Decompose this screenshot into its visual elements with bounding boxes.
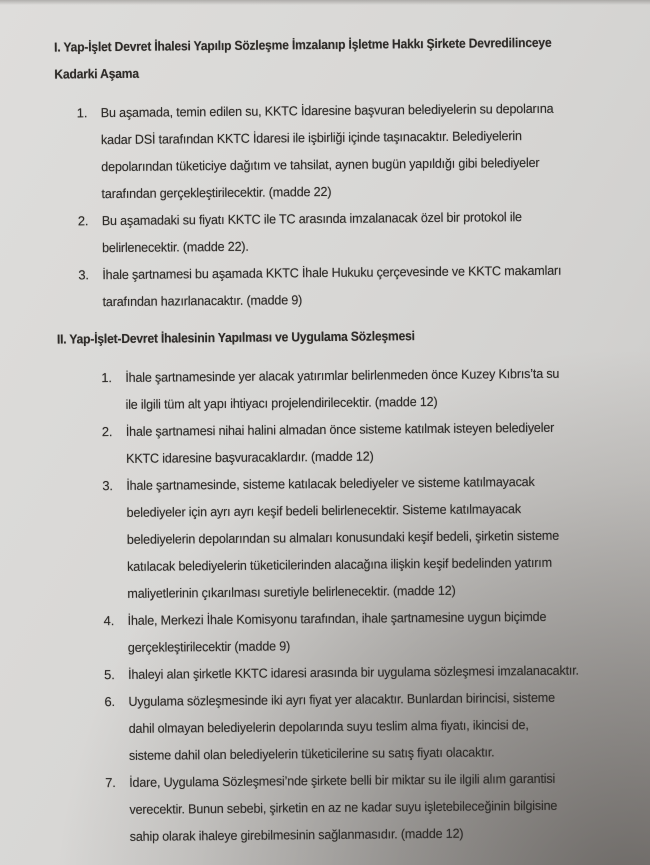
- list-item: [0, 359, 650, 419]
- list-item-line: belediyelerin depolarından su almaları konusundaki keşif bedeli, şirketin sisteme: [126, 527, 560, 547]
- list-item-line: verecektir. Bunun sebebi, şirketin en az ne kadar suyu işletebileceğinin bilgisine: [129, 797, 558, 817]
- list-item-line: depolarından tüketiciye dağıtım ve tahsilat, aynen bugün yapıldığı gibi belediyeler: [101, 154, 540, 175]
- list-item-text: [126, 414, 568, 472]
- list-item: [2, 683, 650, 770]
- list-item-text: [102, 257, 576, 316]
- list-item-number: 4.: [103, 613, 115, 629]
- list-item-text: [126, 468, 573, 607]
- list-item-number: 1.: [101, 370, 112, 386]
- list-item-line: belirlenecektir. (madde 22).: [101, 238, 249, 256]
- list-item-line: kadar DSİ tarafından KKTC İdaresi ile işbirliği içinde taşınacaktır. Belediyelerin: [100, 128, 522, 148]
- list-item-line: İhale şartnamesinde, sisteme katılacak belediyeler ve sisteme katılmayacak: [126, 473, 535, 493]
- list-item-number: 7.: [105, 775, 116, 791]
- section-heading: [57, 320, 649, 353]
- list-item-line: tarafından gerçekleştirilecektir. (madde 22): [101, 183, 332, 202]
- list-item: [0, 256, 649, 316]
- list-item-number: 6.: [104, 694, 115, 710]
- list-item: [0, 467, 650, 608]
- list-item-number: 2.: [77, 213, 89, 229]
- section: [0, 28, 649, 316]
- document-page-content: [0, 28, 650, 851]
- list-item: [0, 94, 648, 208]
- section-heading-line: I. Yap-İşlet Devret İhalesi Yapılıp Sözleşme İmzalanıp İşletme Hakkı Şirkete Devredilinceye: [54, 34, 552, 55]
- list-item-line: KKTC idaresine başvuracaklardır. (madde 12): [125, 448, 374, 466]
- list-item-line: Uygulama sözleşmesinde iki ayrı fiyat yer alacaktır. Bunlardan birincisi, sisteme: [128, 689, 555, 709]
- list-item-number: 5.: [104, 667, 115, 683]
- list-item-line: ile ilgili tüm alt yapı ihtiyacı projelendirilecektir. (madde 12): [125, 393, 438, 412]
- list-item-line: İhaleyi alan şirketle KKTC idaresi arasında bir uygulama sözleşmesi imzalanacaktır.: [128, 662, 579, 682]
- list-item: [3, 764, 650, 851]
- list-item-line: sahip olarak ihaleye girebilmesinin sağlanmasıdır. (madde 12): [129, 825, 464, 844]
- list-item-line: gerçekleştirilecektir (madde 9): [127, 638, 291, 655]
- list-item-number: 1.: [76, 105, 88, 121]
- numbered-list: [0, 359, 650, 851]
- list-item-line: Bu aşamada, temin edilen su, KKTC İdaresine başvuran belediyelerin su depolarına: [100, 100, 554, 121]
- list-item-text: [129, 765, 571, 850]
- list-item-line: İdare, Uygulama Sözleşmesi’nde şirkete belli bir miktar su ile ilgili alım garantisi: [129, 770, 556, 790]
- list-item-text: [128, 684, 568, 769]
- list-item-text: [127, 603, 559, 661]
- list-item-line: belediyeler için ayrı ayrı keşif bedeli belirlenecektir. Sisteme katılmayacak: [126, 501, 521, 520]
- list-item-text: [125, 360, 573, 418]
- list-item-text: [101, 95, 569, 207]
- section-heading-line: II. Yap-İşlet-Devret İhalesinin Yapılması ve Uygulama Sözleşmesi: [56, 328, 415, 347]
- list-item-line: katılacak belediyelerin tüketicilerinden alacağına ilişkin keşif bedelinden yatırım: [127, 554, 552, 574]
- numbered-list: [0, 94, 649, 316]
- list-item-number: 3.: [78, 267, 89, 283]
- list-item-line: sisteme dahil olan belediyelerin tüketicilerine su satış fiyatı olacaktır.: [128, 744, 495, 763]
- list-item-line: Bu aşamadaki su fiyatı KKTC ile TC arasında imzalanacak özel bir protokol ile: [101, 209, 522, 229]
- list-item-line: maliyetlerinin çıkarılması suretiyle belirlenecektir. (madde 12): [127, 582, 456, 601]
- section-heading-line: Kadarki Aşama: [54, 65, 139, 82]
- list-item-line: İhale, Merkezi İhale Komisyonu tarafından, ihale şartnamesine uygun biçimde: [127, 608, 547, 628]
- list-item-line: İhale şartnamesi nihai halini almadan önce sisteme katılmak isteyen belediyeler: [125, 419, 555, 439]
- list-item-text: [102, 203, 536, 261]
- list-item: [0, 202, 648, 262]
- list-item-line: tarafından hazırlanacaktır. (madde 9): [102, 292, 303, 310]
- section-heading: [54, 28, 646, 88]
- list-item-number: 2.: [101, 424, 113, 440]
- list-item-number: 3.: [102, 478, 113, 494]
- list-item-line: İhale şartnamesi bu aşamada KKTC İhale Hukuku çerçevesinde ve KKTC makamları: [102, 262, 562, 283]
- list-item-line: dahil olmayan belediyelerin depolarında suyu teslim alma fiyatı, ikincisi de,: [128, 717, 529, 736]
- section: [0, 320, 650, 851]
- list-item: [1, 602, 650, 662]
- list-item: [0, 413, 650, 473]
- list-item-line: İhale şartnamesinde yer alacak yatırımlar belirlenmeden önce Kuzey Kıbrıs’ta su: [125, 365, 560, 385]
